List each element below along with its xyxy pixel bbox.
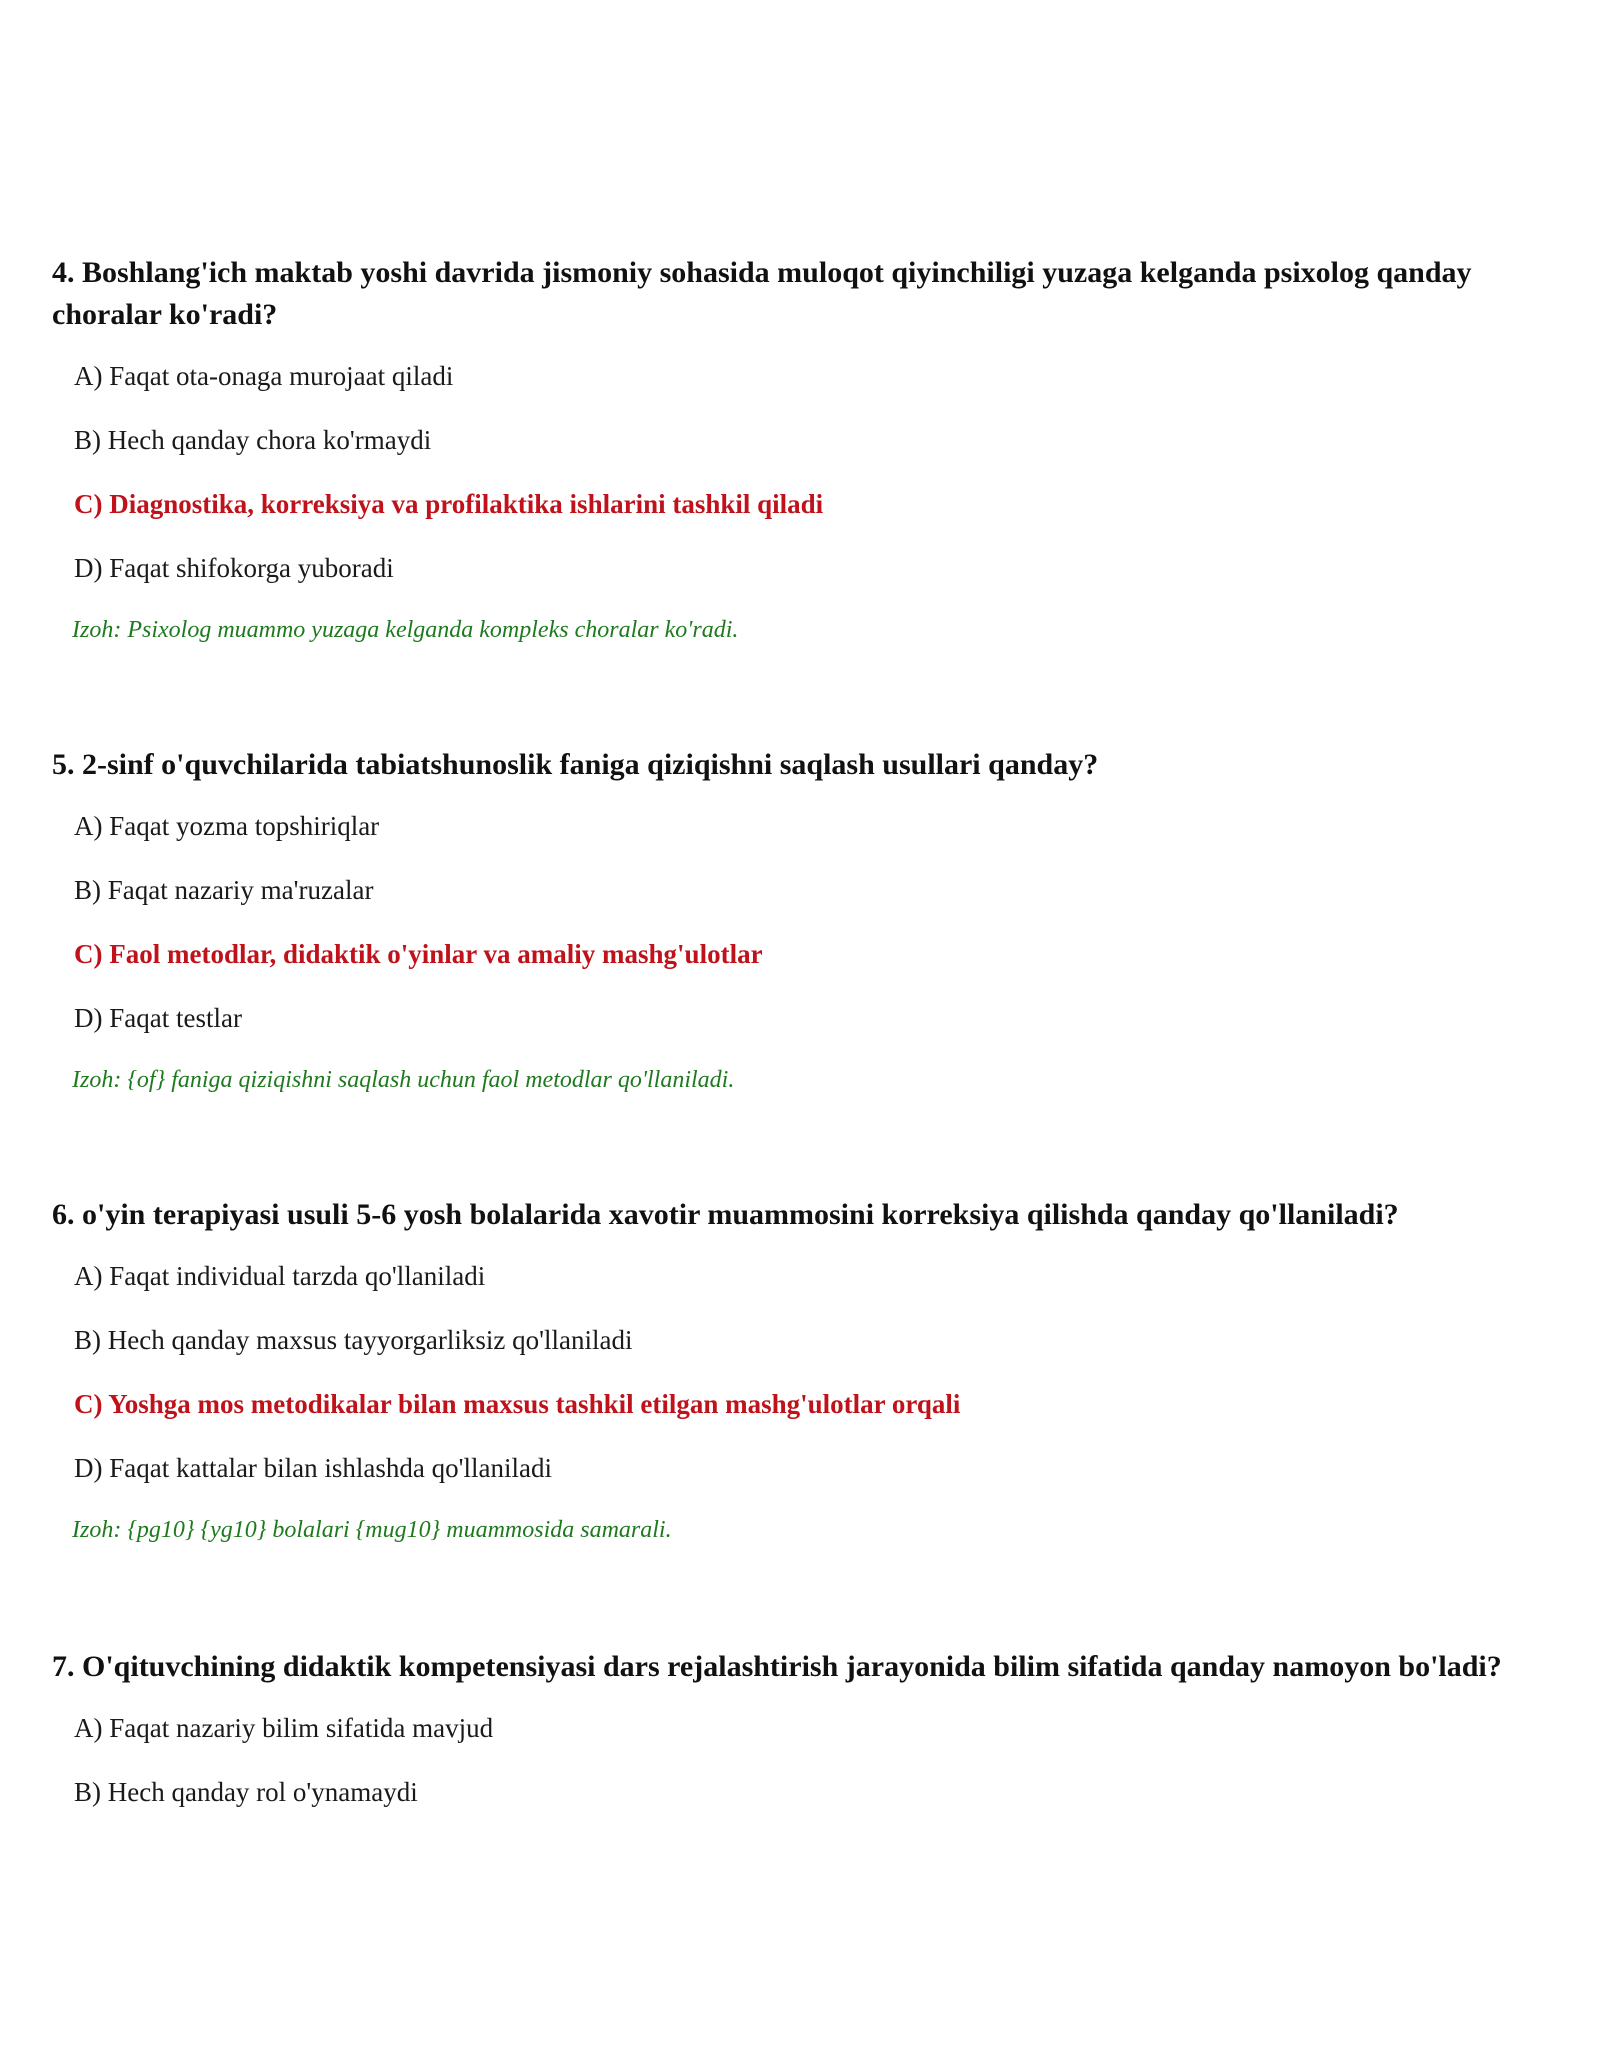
question-title: 4. Boshlang'ich maktab yoshi davrida jismoniy sohasida muloqot qiyinchiligi yuzaga kelganda psixolog qanday choralar ko'radi? bbox=[52, 256, 1472, 331]
option-b: B) Hech qanday chora ko'rmaydi bbox=[74, 425, 432, 455]
question-block-6 bbox=[52, 1194, 1552, 1546]
option-d: D) Faqat testlar bbox=[74, 1003, 242, 1033]
question-block-4 bbox=[52, 252, 1552, 646]
option-b: B) Hech qanday rol o'ynamaydi bbox=[74, 1777, 418, 1807]
option-a: A) Faqat nazariy bilim sifatida mavjud bbox=[74, 1713, 494, 1743]
explanation-note: Izoh: {of} faniga qiziqishni saqlash uchun faol metodlar qo'llaniladi. bbox=[72, 1067, 735, 1093]
option-c-correct: C) Yoshga mos metodikalar bilan maxsus tashkil etilgan mashg'ulotlar orqali bbox=[74, 1389, 961, 1419]
question-title: 7. O'qituvchining didaktik kompetensiyasi dars rejalashtirish jarayonida bilim sifatida qanday namoyon bo'ladi? bbox=[52, 1650, 1502, 1683]
option-a: A) Faqat ota-onaga murojaat qiladi bbox=[74, 361, 454, 391]
question-block-5 bbox=[52, 744, 1552, 1096]
explanation-note: Izoh: {pg10} {yg10} bolalari {mug10} muammosida samarali. bbox=[72, 1517, 672, 1543]
option-a: A) Faqat individual tarzda qo'llaniladi bbox=[74, 1261, 486, 1291]
option-a: A) Faqat yozma topshiriqlar bbox=[74, 811, 380, 841]
question-block-7 bbox=[52, 1646, 1552, 1810]
option-b: B) Hech qanday maxsus tayyorgarliksiz qo'llaniladi bbox=[74, 1325, 633, 1355]
question-title: 6. o'yin terapiyasi usuli 5-6 yosh bolalarida xavotir muammosini korreksiya qilishda qanday qo'llaniladi? bbox=[52, 1198, 1399, 1231]
option-d: D) Faqat kattalar bilan ishlashda qo'llaniladi bbox=[74, 1453, 552, 1483]
question-title: 5. 2-sinf o'quvchilarida tabiatshunoslik faniga qiziqishni saqlash usullari qanday? bbox=[52, 748, 1099, 781]
option-d: D) Faqat shifokorga yuboradi bbox=[74, 553, 394, 583]
option-c-correct: C) Faol metodlar, didaktik o'yinlar va amaliy mashg'ulotlar bbox=[74, 939, 763, 969]
option-b: B) Faqat nazariy ma'ruzalar bbox=[74, 875, 374, 905]
option-c-correct: C) Diagnostika, korreksiya va profilaktika ishlarini tashkil qiladi bbox=[74, 489, 824, 519]
explanation-note: Izoh: Psixolog muammo yuzaga kelganda kompleks choralar ko'radi. bbox=[72, 617, 739, 643]
